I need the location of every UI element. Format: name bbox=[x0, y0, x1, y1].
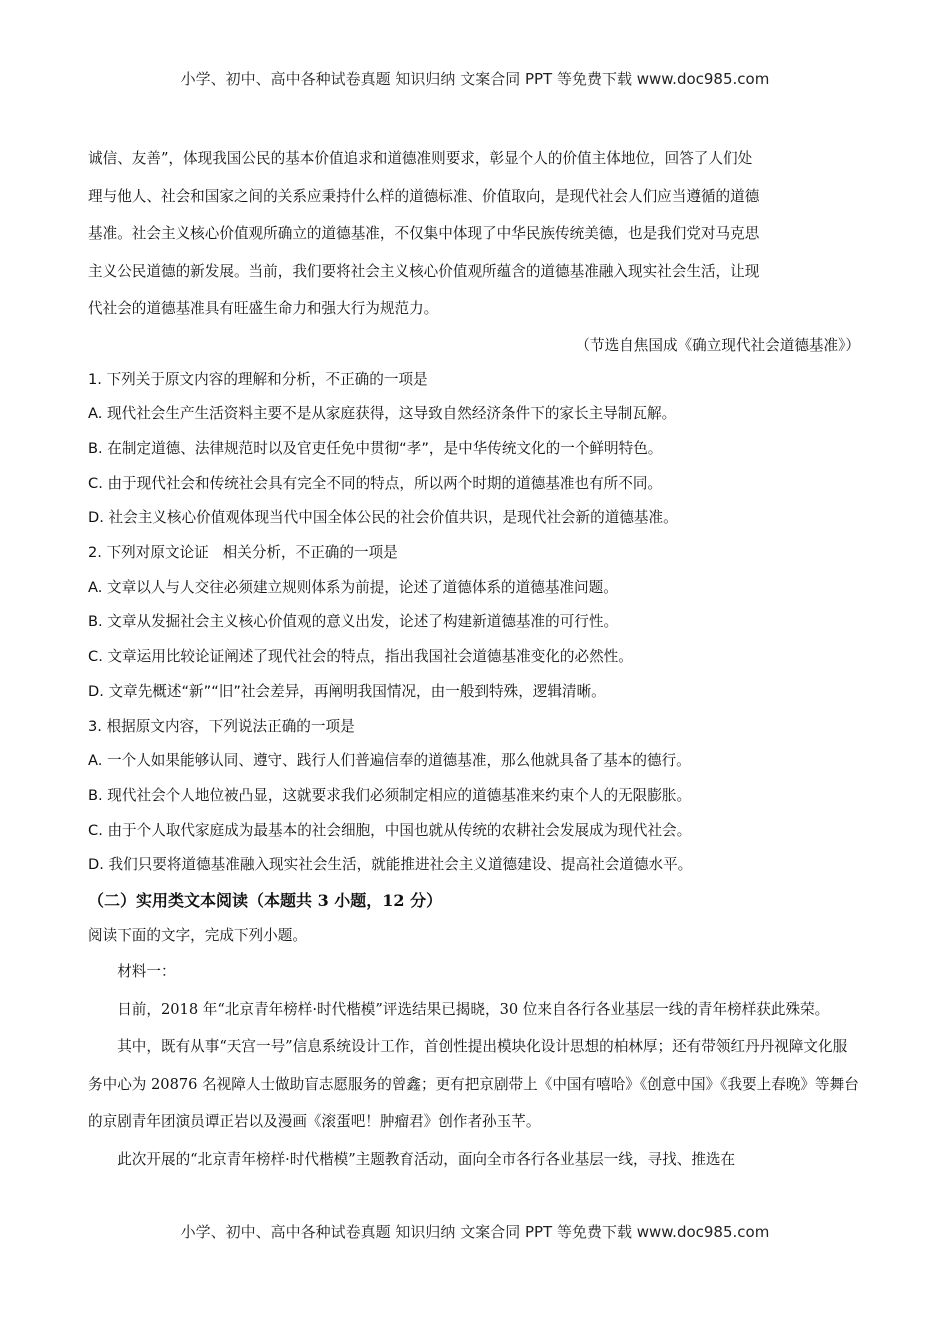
source-citation: （节选自焦国成《确立现代社会道德基准》） bbox=[575, 336, 860, 354]
page-content bbox=[88, 140, 860, 1178]
material-label: 材料一： bbox=[117, 963, 176, 981]
question-stem: 3. 根据原文内容，下列说法正确的一项是 bbox=[88, 717, 355, 735]
intro-line: 理与他人、社会和国家之间的关系应秉持什么样的道德标准、价值取向，是现代社会人们应当遵循的道德 bbox=[88, 187, 760, 205]
intro-paragraph bbox=[88, 140, 860, 328]
question-option: D. 社会主义核心价值观体现当代中国全体公民的社会价值共识，是现代社会新的道德基准。 bbox=[88, 509, 678, 527]
material-paragraph: 此次开展的“北京青年榜样·时代楷模”主题教育活动，面向全市各行各业基层一线，寻找、推选在 bbox=[117, 1150, 736, 1168]
page-footer: 小学、初中、高中各种试卷真题 知识归纳 文案合同 PPT 等免费下载 www.doc985.com bbox=[180, 1223, 770, 1241]
question-option: C. 由于个人取代家庭成为最基本的社会细胞，中国也就从传统的农耕社会发展成为现代社会。 bbox=[88, 821, 692, 839]
page-header: 小学、初中、高中各种试卷真题 知识归纳 文案合同 PPT 等免费下载 www.doc985.com bbox=[180, 70, 770, 88]
question-2 bbox=[88, 536, 860, 710]
material-one bbox=[88, 953, 860, 1178]
intro-line: 主义公民道德的新发展。当前，我们要将社会主义核心价值观所蕴含的道德基准融入现实社会生活，让现 bbox=[88, 262, 760, 280]
question-stem: 1. 下列关于原文内容的理解和分析，不正确的一项是 bbox=[88, 370, 428, 388]
question-option: D. 我们只要将道德基准融入现实社会生活，就能推进社会主义道德建设、提高社会道德水平。 bbox=[88, 856, 693, 874]
question-option: A. 文章以人与人交往必须建立规则体系为前提，论述了道德体系的道德基准问题。 bbox=[88, 578, 618, 596]
material-paragraph: 日前，2018 年“北京青年榜样·时代楷模”评选结果已揭晓，30 位来自各行各业基层一线的青年榜样获此殊荣。 bbox=[117, 1000, 830, 1018]
question-3 bbox=[88, 710, 860, 884]
question-option: A. 一个人如果能够认同、遵守、践行人们普遍信奉的道德基准，那么他就具备了基本的德行。 bbox=[88, 752, 691, 770]
question-option: C. 由于现代社会和传统社会具有完全不同的特点，所以两个时期的道德基准也有所不同。 bbox=[88, 474, 663, 492]
intro-line: 代社会的道德基准具有旺盛生命力和强大行为规范力。 bbox=[88, 300, 439, 317]
intro-line: 诚信、友善”，体现我国公民的基本价值追求和道德准则要求，彰显个人的价值主体地位，回答了人们处 bbox=[88, 150, 753, 167]
material-paragraph: 其中，既有从事“天宫一号”信息系统设计工作，首创性提出模块化设计思想的柏林厚；还有带领红丹丹视障文化服务中心为 20876 名视障人士做助盲志愿服务的曾鑫；更有把京剧带上《中国有嘻哈》《创意中国》《我要上春晚》等舞台的京剧青年团演员谭正岩以及漫画《滚蛋吧！肿瘤君》创作者孙玉芊。 bbox=[88, 1038, 859, 1131]
question-option: B. 现代社会个人地位被凸显，这就要求我们必须制定相应的道德基准来约束个人的无限膨胀。 bbox=[88, 786, 692, 804]
section-title: （二）实用类文本阅读（本题共 3 小题，12 分） bbox=[88, 891, 443, 911]
question-option: C. 文章运用比较论证阐述了现代社会的特点，指出我国社会道德基准变化的必然性。 bbox=[88, 648, 633, 666]
question-option: B. 文章从发掘社会主义核心价值观的意义出发，论述了构建新道德基准的可行性。 bbox=[88, 613, 619, 631]
reading-instruction: 阅读下面的文字，完成下列小题。 bbox=[88, 927, 307, 945]
question-option: A. 现代社会生产生活资料主要不是从家庭获得，这导致自然经济条件下的家长主导制瓦解。 bbox=[88, 405, 677, 423]
question-stem: 2. 下列对原文论证 相关分析，不正确的一项是 bbox=[88, 544, 398, 562]
question-option: D. 文章先概述“新”“旧”社会差异，再阐明我国情况，由一般到特殊，逻辑清晰。 bbox=[88, 682, 606, 700]
question-option: B. 在制定道德、法律规范时以及官吏任免中贯彻“孝”，是中华传统文化的一个鲜明特色。 bbox=[88, 439, 663, 457]
question-1 bbox=[88, 363, 860, 537]
intro-line: 基准。社会主义核心价值观所确立的道德基准，不仅集中体现了中华民族传统美德，也是我们党对马克思 bbox=[88, 225, 760, 242]
